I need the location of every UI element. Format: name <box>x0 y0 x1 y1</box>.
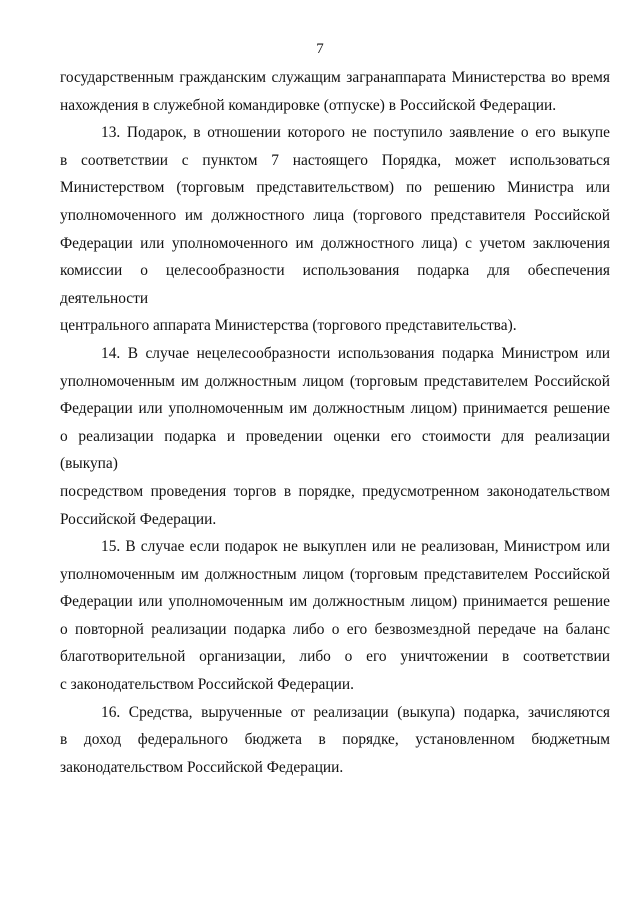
text-line: с законодательством Российской Федерации. <box>60 676 354 694</box>
text-line: Федерации или уполномоченным им должностным лицом) принимается решение <box>60 400 610 418</box>
paragraph-16 <box>60 699 610 782</box>
text-line: государственным гражданским служащим загранаппарата Министерства во время <box>60 69 610 86</box>
paragraph-13 <box>60 119 610 340</box>
text-line: центрального аппарата Министерства (торгового представительства). <box>60 317 517 335</box>
text-line: посредством проведения торгов в порядке, предусмотренном законодательством <box>60 482 610 500</box>
text-line: в соответствии с пунктом 7 настоящего Порядка, может использоваться <box>60 151 610 169</box>
text-line: 14. В случае нецелесообразности использования подарка Министром или <box>101 344 610 362</box>
text-line: благотворительной организации, либо о его уничтожении в соответствии <box>60 648 610 666</box>
text-line: 13. Подарок, в отношении которого не поступило заявление о его выкупе <box>101 124 610 142</box>
paragraph-15 <box>60 533 610 699</box>
text-line: Российской Федерации. <box>60 510 217 528</box>
text-line: уполномоченного им должностного лица (торгового представителя Российской <box>60 206 610 224</box>
text-line: 15. В случае если подарок не выкуплен или не реализован, Министром или <box>101 538 610 556</box>
text-line: уполномоченным им должностным лицом (торговым представителем Российской <box>60 372 610 390</box>
text-line: о реализации подарка и проведении оценки его стоимости для реализации (выкупа) <box>60 427 610 473</box>
text-line: законодательством Российской Федерации. <box>60 758 344 776</box>
text-line: уполномоченным им должностным лицом (торговым представителем Российской <box>60 565 610 583</box>
paragraph-14 <box>60 340 610 533</box>
text-line: комиссии о целесообразности использования подарка для обеспечения деятельности <box>60 262 610 307</box>
text-line: 16. Средства, вырученные от реализации (выкупа) подарка, зачисляются <box>101 703 610 721</box>
page-number: 7 <box>316 41 324 57</box>
text-line: о повторной реализации подарка либо о его безвозмездной передаче на баланс <box>60 620 610 638</box>
text-line: нахождения в служебной командировке (отпуске) в Российской Федерации. <box>60 96 557 114</box>
document-body <box>60 64 610 781</box>
text-line: Федерации или уполномоченного им должностного лица) с учетом заключения <box>60 234 610 252</box>
paragraph-continuation <box>60 64 610 119</box>
text-line: Федерации или уполномоченным им должностным лицом) принимается решение <box>60 593 610 611</box>
text-line: в доход федерального бюджета в порядке, установленном бюджетным <box>60 731 610 749</box>
text-line: Министерством (торговым представительством) по решению Министра или <box>60 179 610 197</box>
